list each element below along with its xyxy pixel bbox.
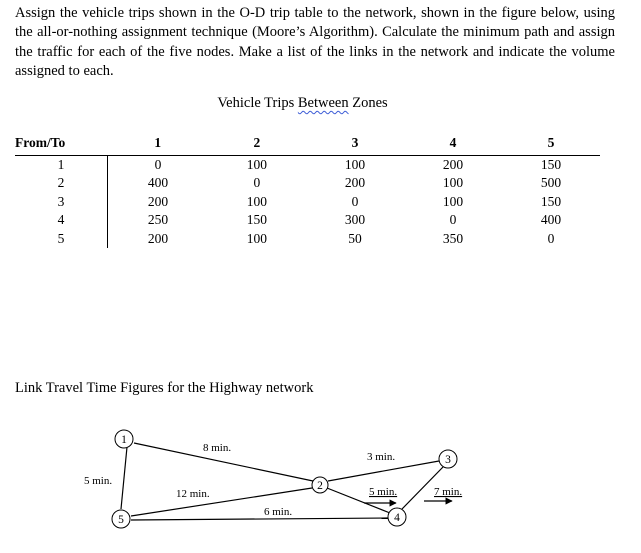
link-1-5 (121, 447, 127, 509)
link-label: 3 min. (367, 451, 396, 463)
table-cell: 250 (147, 212, 169, 228)
problem-statement: Assign the vehicle trips shown in the O-D trip table to the network, shown in the figure below, using the all-or-nothing assignment technique (Moore’s Algorithm). Calculate the minimum path and assign the traffic for each of the five nodes. Make a list of the links in the network and indicate the volume assigned to each. (15, 5, 615, 79)
column-header: 2 (208, 131, 306, 156)
table-cell: 100 (246, 230, 268, 246)
table-cell: 400 (540, 212, 562, 228)
node-label: 4 (394, 512, 400, 524)
trip-table-title-end: Zones (348, 95, 388, 111)
link-label: 6 min. (264, 506, 293, 518)
column-header: 4 (404, 131, 502, 156)
table-cell: 100 (246, 157, 268, 172)
table-cell: 200 (442, 157, 464, 172)
table-cell: 0 (449, 212, 457, 228)
table-cell: 300 (344, 212, 366, 228)
table-cell: 100 (246, 193, 268, 209)
column-header: 1 (108, 131, 208, 156)
table-cell: 0 (351, 193, 359, 209)
table-cell: 0 (547, 230, 555, 246)
row-header: 5 (15, 230, 108, 248)
table-cell: 150 (246, 212, 268, 228)
spellcheck-underlined-word: Between (297, 95, 349, 111)
node-label: 1 (121, 434, 127, 446)
table-cell: 150 (540, 157, 562, 172)
trip-table-title-start: Vehicle Trips (217, 95, 298, 111)
link-5-4 (131, 518, 388, 520)
row-header: 2 (15, 174, 108, 192)
corner-header: From/To (15, 131, 108, 156)
link-2-3 (328, 461, 439, 481)
row-header: 3 (15, 193, 108, 211)
row-header: 4 (15, 211, 108, 229)
link-label: 5 min. (369, 486, 398, 498)
network-title: Link Travel Time Figures for the Highway network (15, 380, 314, 396)
table-cell: 0 (154, 157, 162, 172)
node-label: 5 (118, 514, 124, 526)
table-cell: 200 (147, 230, 169, 246)
link-label: 7 min. (434, 486, 463, 498)
node-label: 3 (445, 454, 451, 466)
table-cell: 50 (348, 230, 362, 246)
column-header: 3 (306, 131, 404, 156)
table-cell: 100 (344, 157, 366, 172)
table-cell: 500 (540, 175, 562, 191)
table-cell: 200 (147, 193, 169, 209)
node-3 (439, 450, 457, 468)
table-cell: 350 (442, 230, 464, 246)
table-cell: 100 (442, 175, 464, 191)
link-label: 8 min. (203, 442, 232, 454)
link-label: 5 min. (84, 475, 113, 487)
table-cell: 100 (442, 193, 464, 209)
node-5 (112, 510, 130, 528)
node-2 (312, 477, 328, 493)
table-cell: 0 (253, 175, 261, 191)
table-cell: 200 (344, 175, 366, 191)
table-cell: 400 (147, 175, 169, 191)
node-1 (115, 430, 133, 448)
row-header: 1 (15, 156, 108, 175)
link-label: 12 min. (176, 488, 210, 500)
node-label: 2 (317, 480, 323, 492)
node-4 (388, 508, 406, 526)
column-header: 5 (502, 131, 600, 156)
table-cell: 150 (540, 193, 562, 209)
